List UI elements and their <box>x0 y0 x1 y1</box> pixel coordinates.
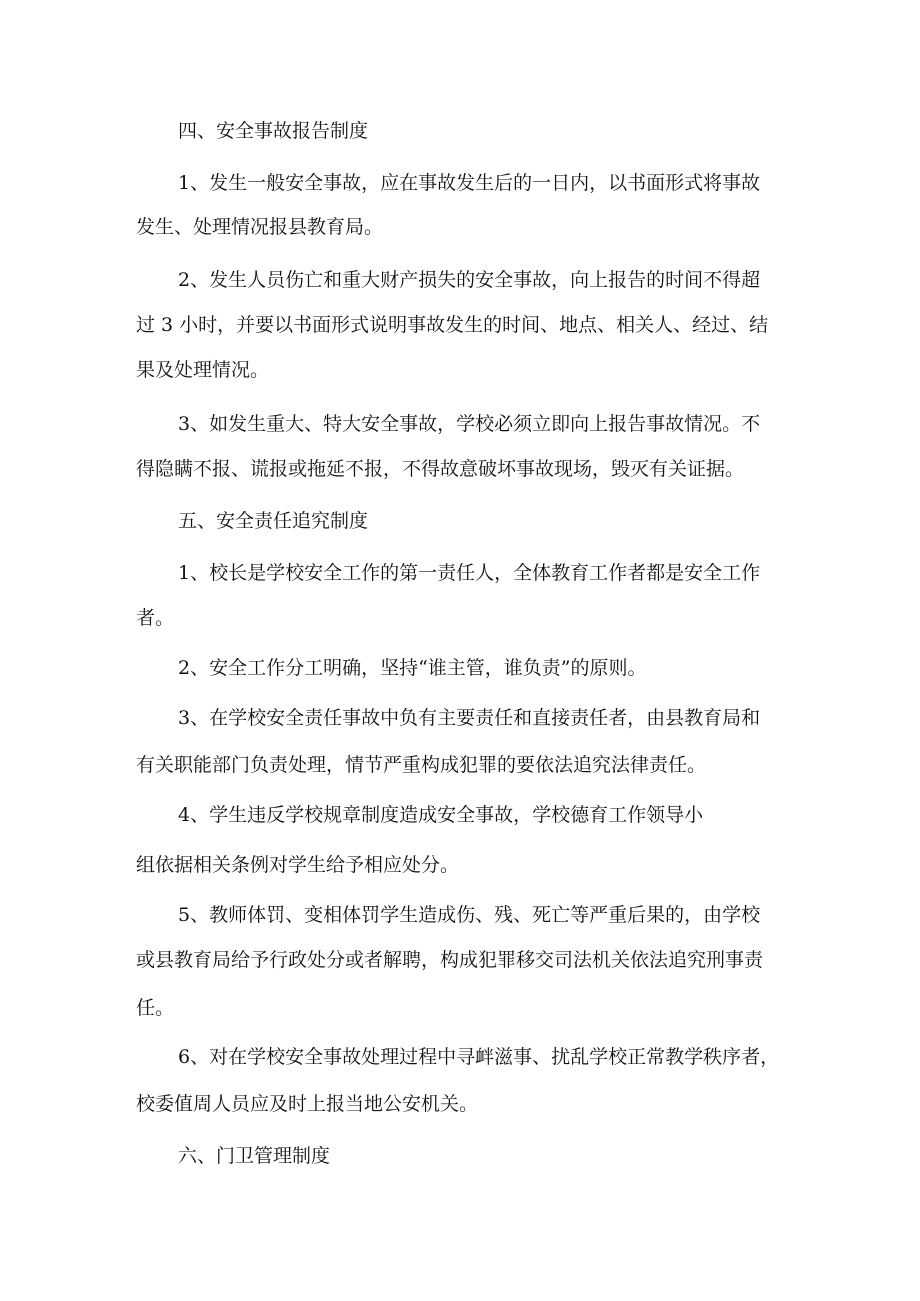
section-5-item-3-line-2: 有关职能部门负责处理，情节严重构成犯罪的要依法追究法律责任。 <box>136 754 707 776</box>
section-5-item-1-line-2: 者。 <box>136 607 175 629</box>
section-4-item-1-line-1: 1、发生一般安全事故，应在事故发生后的一日内，以书面形式将事故 <box>178 172 761 194</box>
section-6-heading: 六、门卫管理制度 <box>178 1145 331 1167</box>
section-4-item-2-line-1: 2、发生人员伤亡和重大财产损失的安全事故，向上报告的时间不得超 <box>178 269 761 291</box>
section-5-item-4-line-2: 组依据相关条例对学生给予相应处分。 <box>136 854 460 876</box>
section-5-item-5-line-3: 任。 <box>136 997 175 1019</box>
section-4-item-3-line-2: 得隐瞒不报、谎报或拖延不报，不得故意破坏事故现场，毁灭有关证据。 <box>136 458 745 480</box>
section-5-item-4-line-1: 4、学生违反学校规章制度造成安全事故，学校德育工作领导小 <box>178 804 704 826</box>
section-5-item-3-line-1: 3、在学校安全责任事故中负有主要责任和直接责任者，由县教育局和 <box>178 707 761 729</box>
section-4-item-3-line-1: 3、如发生重大、特大安全事故，学校必须立即向上报告事故情况。不 <box>178 413 761 435</box>
section-5-item-1-line-1: 1、校长是学校安全工作的第一责任人，全体教育工作者都是安全工作 <box>178 562 761 584</box>
section-5-heading: 五、安全责任追究制度 <box>178 510 369 532</box>
section-4-item-1-line-2: 发生、处理情况报县教育局。 <box>136 216 384 238</box>
section-4-item-2-line-3: 果及处理情况。 <box>136 359 270 381</box>
section-5-item-6-line-1: 6、对在学校安全事故处理过程中寻衅滋事、扰乱学校正常教学秩序者， <box>178 1046 780 1068</box>
section-4-heading: 四、安全事故报告制度 <box>178 120 369 142</box>
section-5-item-5-line-2: 或县教育局给予行政处分或者解聘，构成犯罪移交司法机关依法追究刑事责 <box>136 949 764 971</box>
section-5-item-2-line-1: 2、安全工作分工明确，坚持“谁主管，谁负责”的原则。 <box>178 657 647 679</box>
section-5-item-6-line-2: 校委值周人员应及时上报当地公安机关。 <box>136 1093 479 1115</box>
section-5-item-5-line-1: 5、教师体罚、变相体罚学生造成伤、残、死亡等严重后果的，由学校 <box>178 904 761 926</box>
section-4-item-2-line-2: 过 3 小时，并要以书面形式说明事故发生的时间、地点、相关人、经过、结 <box>136 314 769 336</box>
